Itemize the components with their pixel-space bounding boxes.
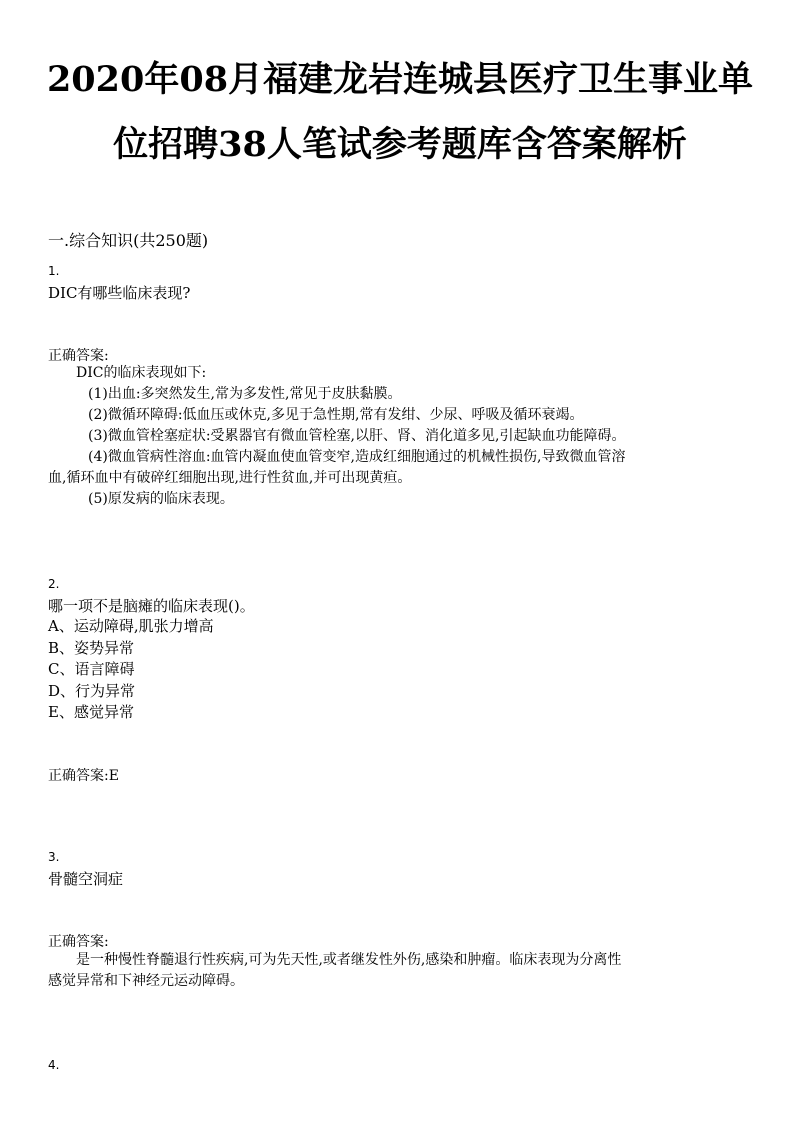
answer-item: (2)微循环障碍:低血压或休克,多见于急性期,常有发绀、少尿、呼吸及循环衰竭。 [88,407,584,423]
question-2-answer: 正确答案:E [48,768,119,784]
answer-item: (5)原发病的临床表现。 [88,491,234,507]
question-3-answer [48,950,748,992]
document-title-line-2: 位招聘38人笔试参考题库含答案解析 [113,124,687,165]
option-a: A、运动障碍,肌张力增高 [48,617,214,635]
option-e: E、感觉异常 [48,703,134,721]
answer-line: 是一种慢性脊髓退行性疾病,可为先天性,或者继发性外伤,感染和肿瘤。临床表现为分离性 [76,952,622,968]
option-b: B、姿势异常 [48,638,135,657]
section-heading: 一.综合知识(共250题) [48,231,209,250]
question-2-number: 2. [48,577,60,591]
question-1-number: 1. [48,264,60,278]
question-3-text: 骨髓空洞症 [48,870,124,888]
document-title-line-1: 2020年08月福建龙岩连城县医疗卫生事业单 [46,59,754,100]
answer-item: (4)微血管病性溶血:血管内凝血使血管变窄,造成红细胞通过的机械性损伤,导致微血管溶 [88,449,626,465]
question-3-answer-label: 正确答案: [48,934,109,950]
question-1-text: DIC有哪些临床表现? [48,284,191,302]
question-2-options [48,616,748,724]
question-1-answer-label: 正确答案: [48,348,109,364]
question-2-text: 哪一项不是脑瘫的临床表现()。 [48,597,255,615]
answer-item-continuation: 血,循环血中有破碎红细胞出现,进行性贫血,并可出现黄疸。 [48,470,412,486]
answer-item: (3)微血管栓塞症状:受累器官有微血管栓塞,以肝、肾、消化道多见,引起缺血功能障碍。 [88,428,626,444]
question-3-number: 3. [48,850,60,864]
option-d: D、行为异常 [48,681,136,700]
question-4-number: 4. [48,1058,60,1072]
question-1-answer [48,363,748,510]
answer-line: 感觉异常和下神经元运动障碍。 [48,973,244,989]
answer-item: (1)出血:多突然发生,常为多发性,常见于皮肤黏膜。 [88,386,402,402]
option-c: C、语言障碍 [48,660,135,678]
answer-intro: DIC的临床表现如下: [76,365,207,381]
